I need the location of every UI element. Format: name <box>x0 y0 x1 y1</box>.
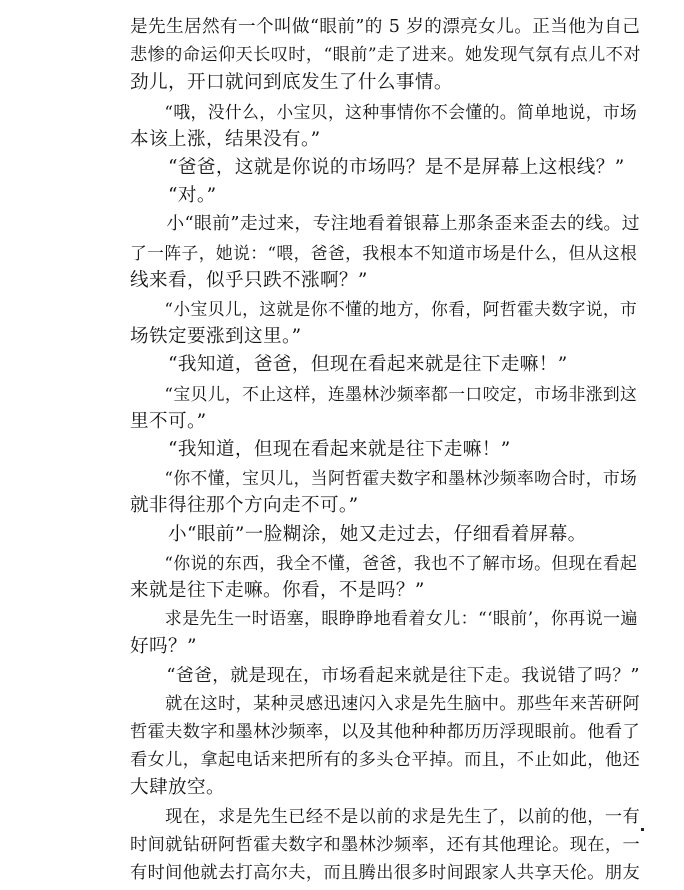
text-line: “爸爸，这就是你说的市场吗？是不是屏幕上这根线？” <box>130 157 625 178</box>
text-line: “小宝贝儿，这就是你不懂的地方，你看，阿哲霍夫数字说，市 <box>130 299 638 319</box>
text-line: “哦，没什么，小宝贝，这种事情你不会懂的。简单地说，市场 <box>130 101 638 122</box>
text-line: 就在这时，某种灵感迅速闪入求是先生脑中。那些年来苦研阿 <box>130 693 641 714</box>
text-line: 好吗？” <box>130 636 197 658</box>
scan-speck <box>641 828 644 831</box>
text-line: “对。” <box>130 185 217 207</box>
text-line: 里不可。” <box>130 410 207 432</box>
text-line: 哲霍夫数字和墨林沙频率，以及其他种种都历历浮现眼前。他看了 <box>130 722 641 742</box>
text-line: “我知道，爸爸，但现在看起来就是往下走嘛！” <box>130 354 568 376</box>
text-line: 线来看，似乎只跌不涨啊？” <box>130 269 368 291</box>
text-line: “爸爸，就是现在，市场看起来就是往下走。我说错了吗？” <box>130 664 640 686</box>
text-line: 是先生居然有一个叫做“眼前”的 5 岁的漂亮女儿。正当他为自己 <box>130 17 641 37</box>
text-line: 有时间他就去打高尔夫，而且腾出很多时间跟家人共享天伦。朋友 <box>130 863 641 883</box>
text-line: 来就是往下走嘛。你看，不是吗？” <box>130 580 425 601</box>
text-line: “你说的东西，我全不懂，爸爸，我也不了解市场。但现在看起 <box>130 552 638 573</box>
text-line: 小“眼前”走过来，专注地看着银幕上那条歪来歪去的线。过 <box>130 213 640 235</box>
text-line: 求是先生一时语塞，眼睁睁地看着女儿：“‘眼前’，你再说一遍 <box>130 609 638 630</box>
text-line: “你不懂，宝贝儿，当阿哲霍夫数字和墨林沙频率吻合时，市场 <box>130 468 638 489</box>
text-line: 小“眼前”一脸糊涂，她又走过去，仔细看着屏幕。 <box>130 523 587 545</box>
text-line: 本该上涨，结果没有。” <box>130 128 321 150</box>
text-line: 时间就钻研阿哲霍夫数字和墨林沙频率，还有其他理论。现在，一 <box>130 834 641 855</box>
text-line: 劲儿，开口就问到底发生了什么事情。 <box>130 72 453 94</box>
text-line: 悲惨的命运仰天长叹时，“眼前”走了进来。她发现气氛有点儿不对 <box>130 45 641 66</box>
text-line: 大肆放空。 <box>130 777 225 799</box>
text-line: 现在，求是先生已经不是以前的求是先生了，以前的他，一有 <box>130 806 641 827</box>
text-line: 场铁定要涨到这里。” <box>130 326 302 348</box>
text-line: 了一阵子，她说：“喂，爸爸，我根本不知道市场是什么，但从这根 <box>130 242 638 263</box>
text-line: “我知道，但现在看起来就是往下走嘛！” <box>130 439 511 460</box>
text-line: 看女儿，拿起电话来把所有的多头仓平掉。而且，不止如此，他还 <box>130 750 641 771</box>
text-line: “宝贝儿，不止这样，连墨林沙频率都一口咬定，市场非涨到这 <box>130 383 638 404</box>
text-line: 就非得往那个方向走不可。” <box>130 495 359 517</box>
